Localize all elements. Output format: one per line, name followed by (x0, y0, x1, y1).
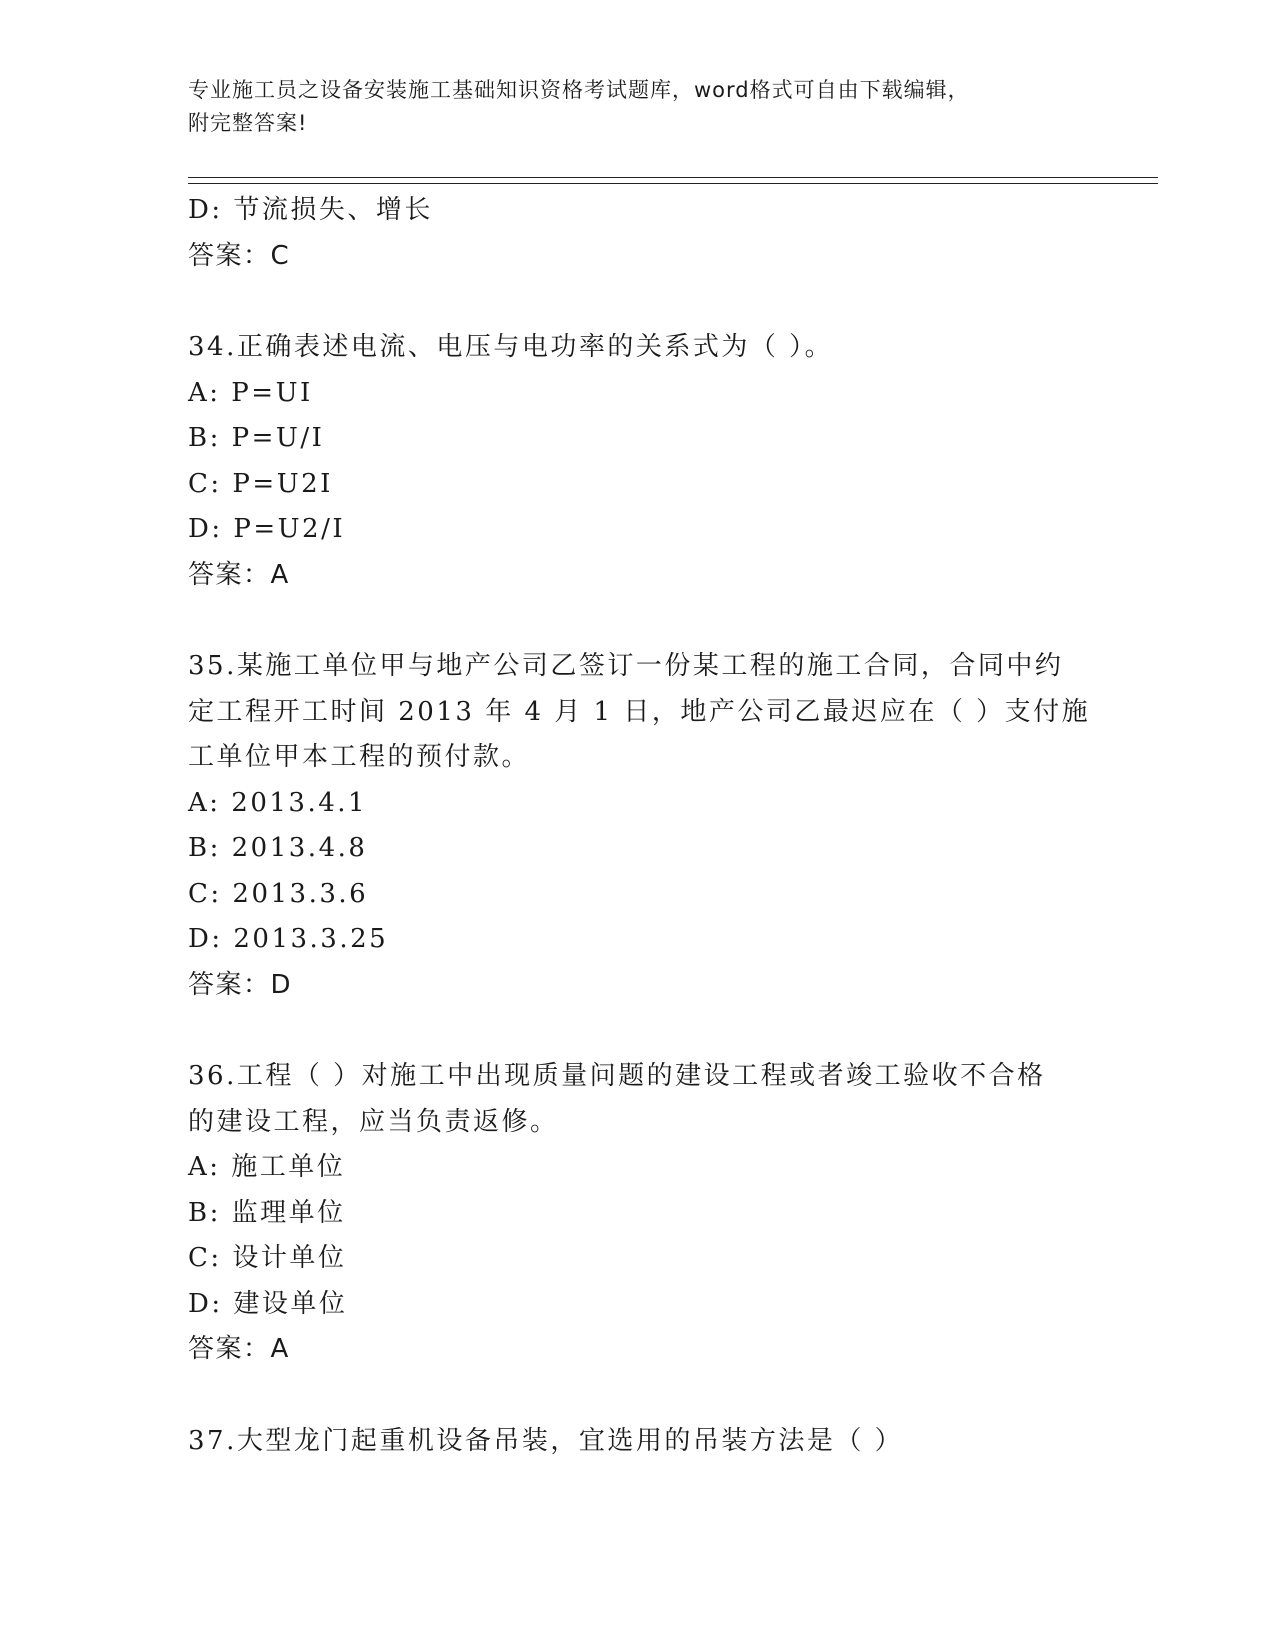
answer-line: 答案：A (188, 559, 290, 590)
option-a: A: 施工单位 (188, 1152, 346, 1182)
option-c: C: P=U2I (188, 468, 333, 499)
header-line-2: 附完整答案! (188, 111, 308, 135)
question-stem-line-1: 36.工程（ ）对施工中出现质量问题的建设工程或者竣工验收不合格 (188, 1061, 1046, 1091)
option-b: B: 2013.4.8 (188, 833, 368, 863)
option-d: D: 建设单位 (188, 1288, 348, 1319)
document-header (188, 74, 1088, 140)
spacer (188, 279, 1088, 325)
question-stem-line-2: 定工程开工时间 2013 年 4 月 1 日，地产公司乙最迟应在（ ）支付施 (188, 696, 1091, 727)
spacer (188, 598, 1088, 644)
question-list (188, 188, 1091, 1464)
option-a: A: P=UI (188, 377, 313, 408)
option-a: A: 2013.4.1 (188, 787, 368, 818)
question-stem-line-3: 工单位甲本工程的预付款。 (188, 742, 531, 772)
question-35 (188, 644, 1091, 1008)
header-divider-bottom (188, 183, 1158, 184)
spacer (188, 1008, 1088, 1054)
previous-question-tail (188, 188, 1088, 279)
answer-line: 答案：D (188, 969, 293, 1000)
option-c: C: 2013.3.6 (188, 878, 369, 909)
question-37 (188, 1419, 1088, 1465)
option-b: B: 监理单位 (188, 1197, 346, 1228)
question-stem: 34.正确表述电流、电压与电功率的关系式为（ ）。 (188, 332, 834, 362)
question-36 (188, 1054, 1088, 1373)
answer-line: 答案：C (188, 240, 291, 271)
question-stem-line-2: 的建设工程，应当负责返修。 (188, 1106, 559, 1137)
answer-line: 答案：A (188, 1334, 290, 1364)
question-34 (188, 325, 1088, 598)
spacer (188, 1373, 1088, 1419)
option-d: D: 2013.3.25 (188, 924, 389, 954)
header-line-1: 专业施工员之设备安装施工基础知识资格考试题库，word格式可自由下载编辑， (188, 78, 970, 102)
question-stem: 37.大型龙门起重机设备吊装，宜选用的吊装方法是（ ） (188, 1425, 904, 1456)
question-stem-line-1: 35.某施工单位甲与地产公司乙签订一份某工程的施工合同，合同中约 (188, 651, 1064, 681)
header-divider-top (188, 177, 1158, 178)
option-c: C: 设计单位 (188, 1243, 347, 1273)
option-d: D: P=U2/I (188, 514, 346, 544)
option-d: D: 节流损失、增长 (188, 195, 433, 225)
option-b: B: P=U/I (188, 423, 325, 453)
